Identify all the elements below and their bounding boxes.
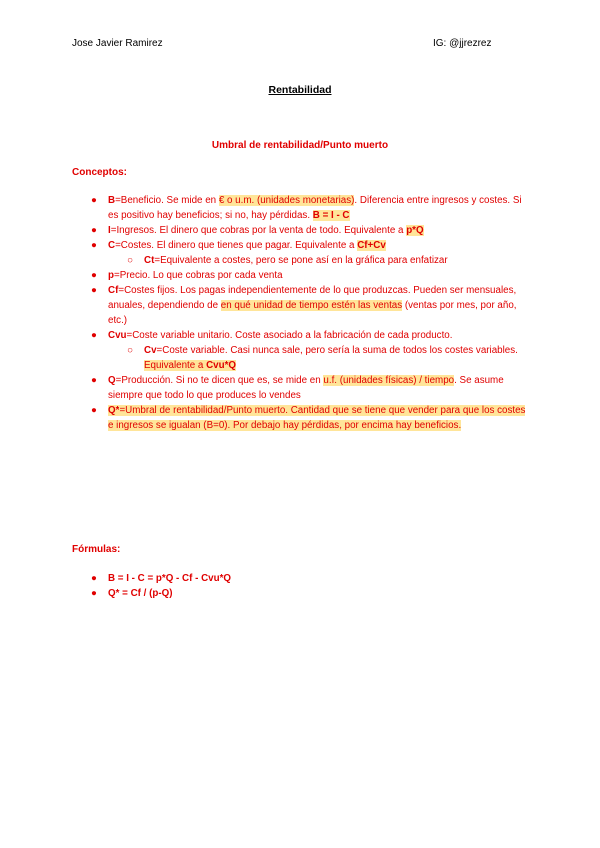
bullet-icon: ● <box>91 330 97 341</box>
definition-text: =Coste variable unitario. Coste asociado a la fabricación de cada producto. <box>126 330 453 341</box>
term: Cvu <box>108 330 127 341</box>
list-item <box>0 328 600 343</box>
formulas-heading: Fórmulas: <box>72 544 121 555</box>
definition-text: . Se asume siempre que todo lo que produces lo vendes <box>108 375 504 401</box>
bullet-icon: ● <box>91 270 97 281</box>
definition-text: =Coste variable. Casi nunca sale, pero sería la suma de todos los costes variables. <box>156 345 518 356</box>
bullet-icon: ● <box>91 285 97 296</box>
formula-text: Q* = Cf / (p-Q) <box>108 588 173 599</box>
circle-bullet-icon: ○ <box>127 345 133 356</box>
highlight-text: u.f. (unidades físicas) / tiempo <box>323 375 455 386</box>
definition-text: =Costes fijos. Los pagas independientemente de lo que produzcas. Pueden ser mensuales, anuales, dependiendo de <box>108 285 517 311</box>
bullet-icon: ● <box>91 195 97 206</box>
bullet-icon: ● <box>91 225 97 236</box>
concepts-heading: Conceptos: <box>72 167 127 178</box>
page-title: Rentabilidad <box>268 84 332 96</box>
list-item <box>0 373 600 403</box>
list-item <box>0 193 600 223</box>
highlight-text: =Umbral de rentabilidad/Punto muerto. Cantidad que se tiene que vender para que los costes e ingresos se igualan (B=0). Por debajo hay pérdidas, por encima hay beneficios. <box>108 405 526 431</box>
sub-list-item <box>0 343 600 373</box>
term: B <box>108 195 116 206</box>
formulas-list <box>0 571 600 601</box>
highlight-formula: Cf+Cv <box>357 240 386 251</box>
formula-item <box>0 586 600 601</box>
definition-text: =Equivalente a costes, pero se pone así en la gráfica para enfatizar <box>154 255 448 266</box>
definition-text: =Costes. El dinero que tienes que pagar. Equivalente a <box>115 240 358 251</box>
term: Cf <box>108 285 119 296</box>
term: Cv <box>144 345 157 356</box>
sub-list-item <box>0 253 600 268</box>
bullet-icon: ● <box>91 573 97 584</box>
definition-text: =Producción. Si no te dicen que es, se mide en <box>115 375 324 386</box>
highlight-text: en qué unidad de tiempo estén las ventas <box>220 300 403 311</box>
definition-text: . Diferencia entre ingresos y costes. Si es positivo hay beneficios; si no, hay pérdidas. <box>108 195 522 221</box>
term: p <box>108 270 114 281</box>
circle-bullet-icon: ○ <box>127 255 133 266</box>
bullet-icon: ● <box>91 588 97 599</box>
bullet-icon: ● <box>91 375 97 386</box>
social-handle: IG: @jjrezrez <box>433 38 492 49</box>
highlight-formula: B = I - C <box>312 210 350 221</box>
highlight-text: € o u.m. (unidades monetarias) <box>218 195 355 206</box>
page-subtitle: Umbral de rentabilidad/Punto muerto <box>211 140 389 151</box>
list-item <box>0 283 600 328</box>
formula-item <box>0 571 600 586</box>
highlight-formula: p*Q <box>406 225 424 236</box>
author-name: Jose Javier Ramirez <box>72 38 163 49</box>
list-item <box>0 238 600 253</box>
term: I <box>108 225 111 236</box>
term: C <box>108 240 116 251</box>
formula-text: B = I - C = p*Q - Cf - Cvu*Q <box>108 573 232 584</box>
term: Q* <box>108 405 120 416</box>
definition-text: =Precio. Lo que cobras por cada venta <box>113 270 283 281</box>
definition-text: =Ingresos. El dinero que cobras por la venta de todo. Equivalente a <box>110 225 407 236</box>
term: Q <box>108 375 116 386</box>
highlight-formula: Cvu*Q <box>206 360 237 371</box>
concepts-list <box>0 193 600 433</box>
definition-text: =Beneficio. Se mide en <box>115 195 219 206</box>
definition-text: (ventas por mes, por año, etc.) <box>108 300 517 326</box>
bullet-icon: ● <box>91 240 97 251</box>
highlight-text: Equivalente a <box>144 360 207 371</box>
term: Ct <box>144 255 155 266</box>
list-item <box>0 223 600 238</box>
list-item <box>0 268 600 283</box>
list-item <box>0 403 600 433</box>
bullet-icon: ● <box>91 405 97 416</box>
